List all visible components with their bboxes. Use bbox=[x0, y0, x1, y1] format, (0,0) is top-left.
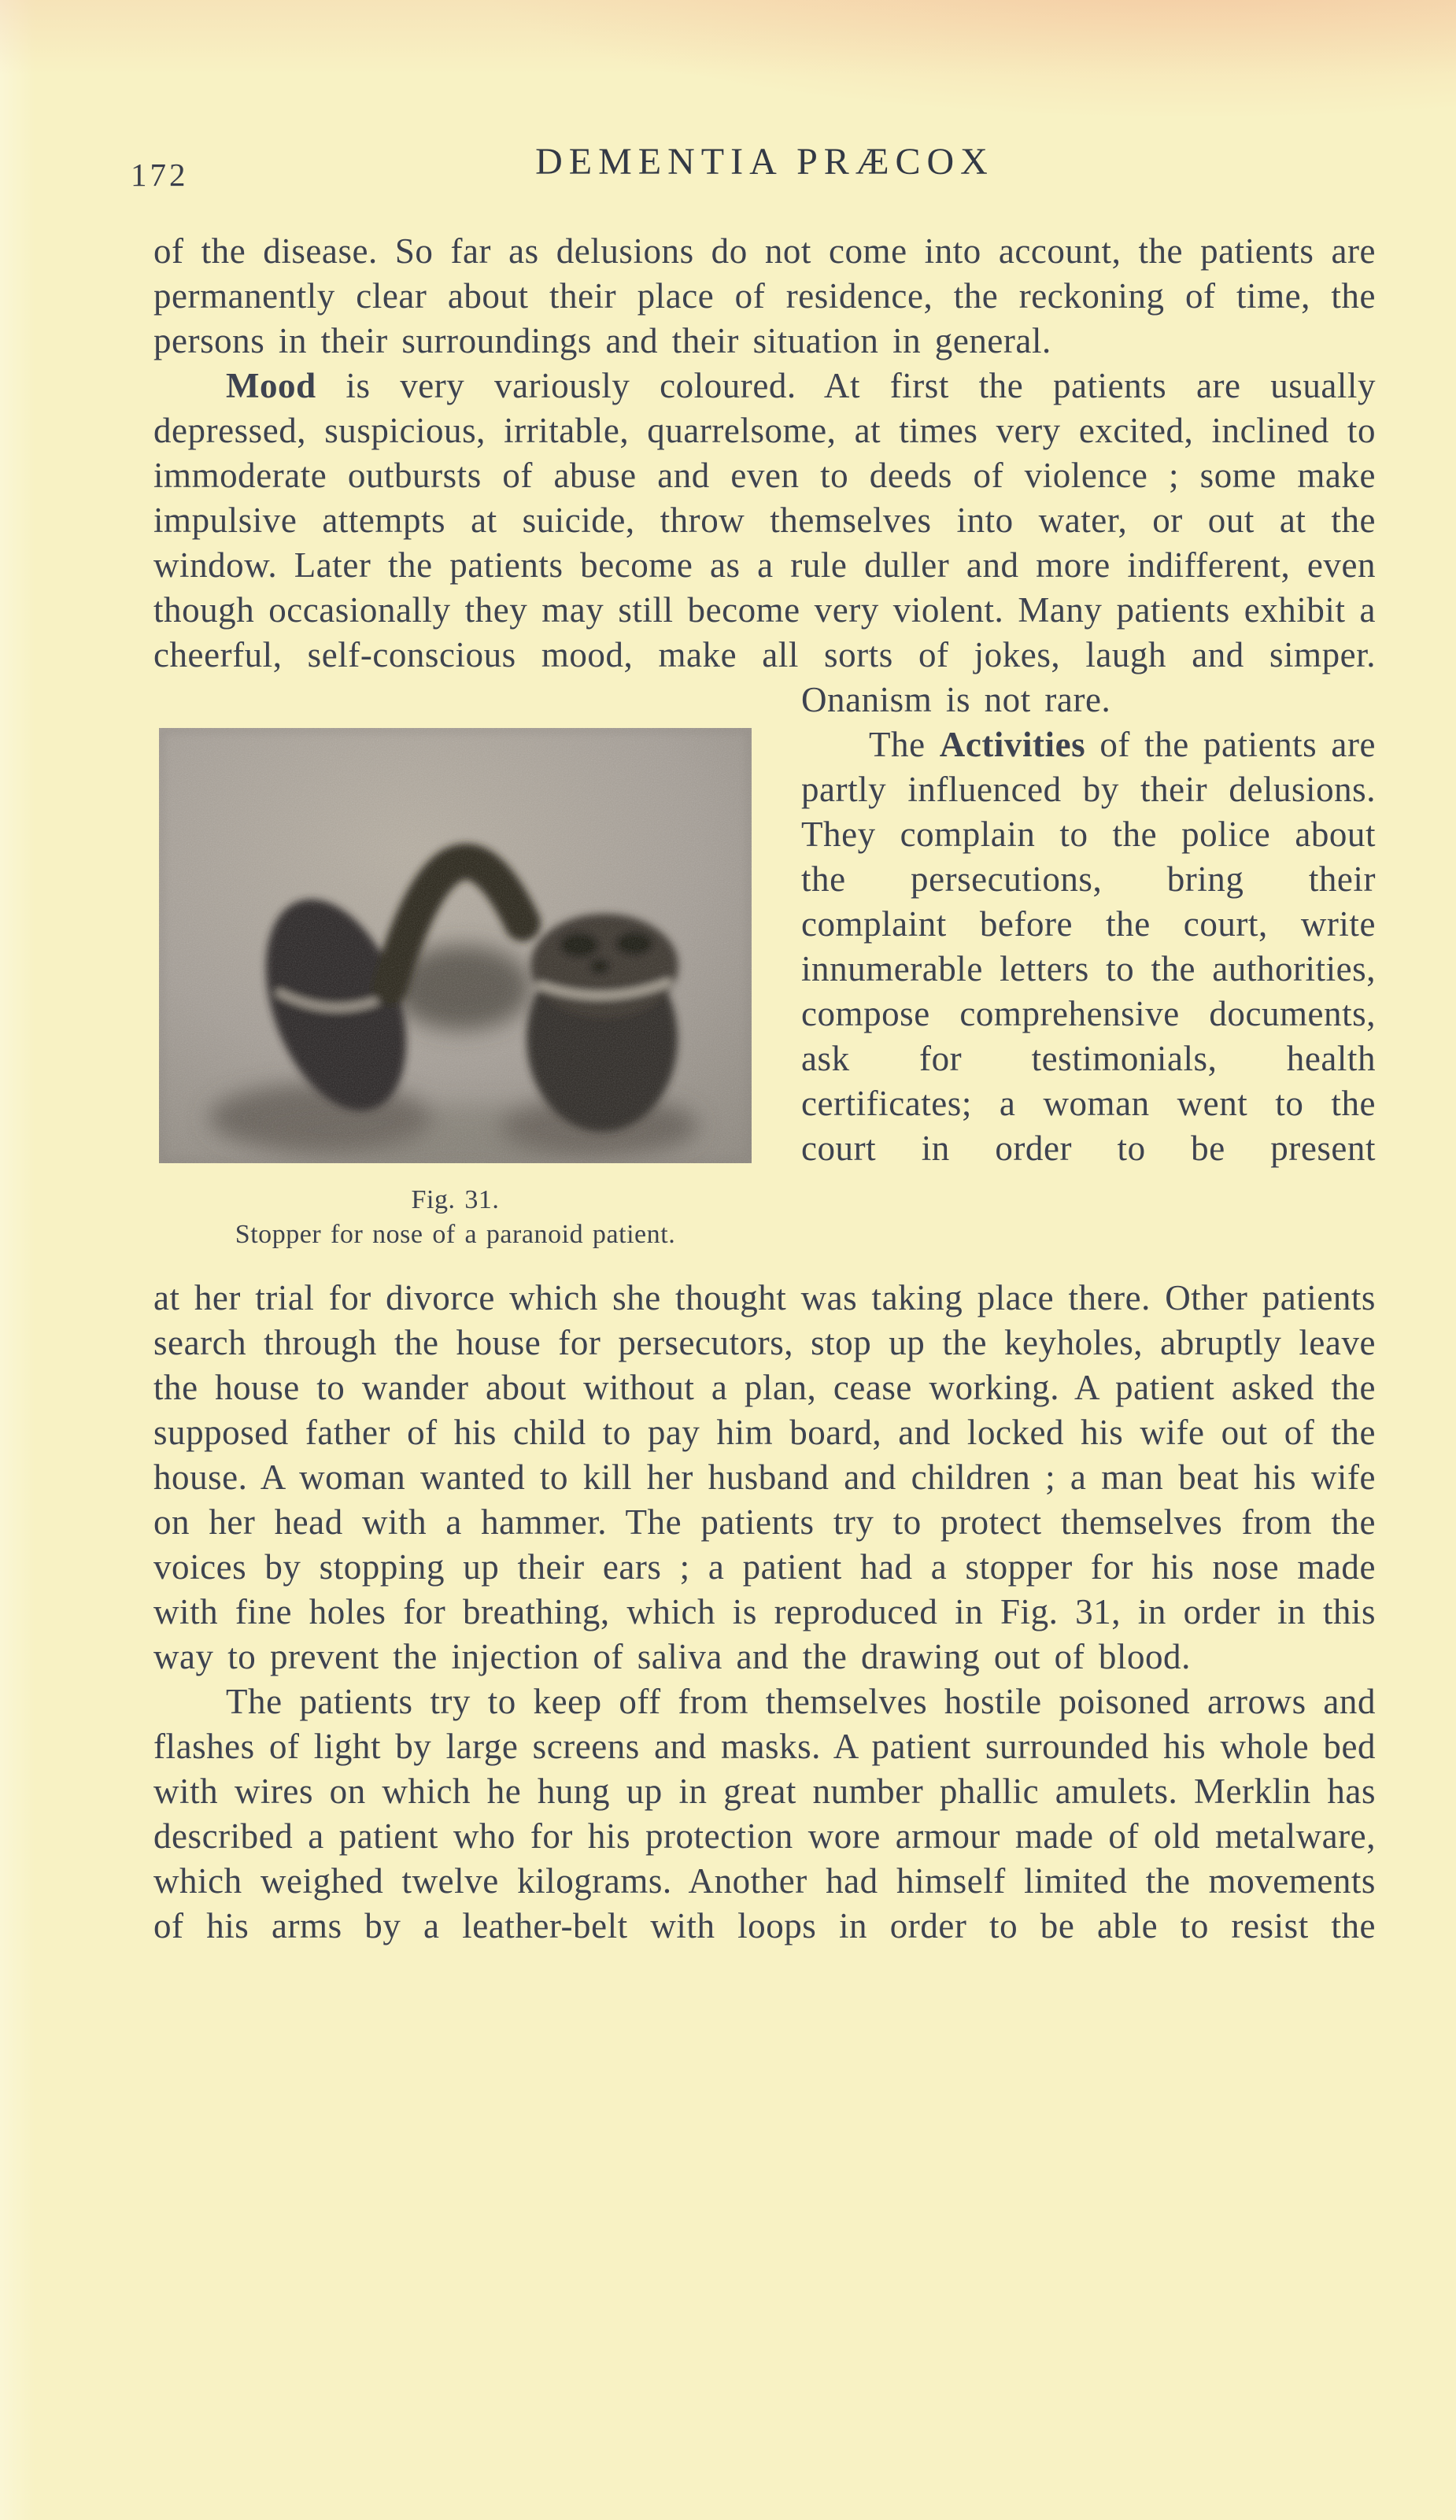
activities-term: Activities bbox=[939, 725, 1086, 764]
para-onanism: Onanism is not rare. bbox=[801, 680, 1111, 719]
figure-wrap-section bbox=[153, 678, 1376, 1276]
para-activities-text: of the patients are partly influenced by their delusions. They complain to the police about the persecutions, bring their complaint before the court, write innumerable letters to the authorities, compose comprehensive documents, ask for testimonials, health certificates; a woman went to the court in order to be present bbox=[801, 725, 1376, 1168]
figure-caption-number: Fig. 31. bbox=[411, 1185, 500, 1214]
photo-grain bbox=[159, 728, 752, 1163]
para-activities-pre: The bbox=[869, 725, 940, 764]
figure-side-column bbox=[801, 678, 1376, 1171]
para-activities bbox=[801, 722, 1376, 1171]
para-mood-text: is very variously coloured. At first the patients are usually depressed, suspicious, irritable, quarrelsome, at times very excited, inclined to immoderate outbursts of abuse and even to deeds of violence ; some make impulsive attempts at suicide, throw themselves into water, or out at the window. Later the patients become as a rule duller and more indifferent, even though occasionally they may still become very violent. Many patients exhibit a cheerful, self-conscious mood, make all sorts of jokes, laugh and simper. bbox=[153, 366, 1376, 674]
para-mood bbox=[153, 364, 1376, 678]
para-protection: The patients try to keep off from themselves hostile poisoned arrows and flashes of light by large screens and masks. A patient surrounded his whole bed with wires on which he hung up in great number phallic amulets. Merklin has described a patient who for his protection wore armour made of old metalware, which weighed twelve kilograms. Another had himself limited the movements of his arms by a leather-belt with loops in order to be able to resist the bbox=[153, 1682, 1376, 1945]
figure-31 bbox=[159, 728, 752, 1253]
page-number: 172 bbox=[131, 157, 189, 193]
para-activities-continued: at her trial for divorce which she thought was taking place there. Other patients search through the house for persecutors, stop up the keyholes, abruptly leave the house to wander about without a plan, cease working. A patient asked the supposed father of his child to pay him board, and locked his wife out of the house. A woman wanted to kill her husband and children ; a man beat his wife on her head with a hammer. The patients try to protect themselves from the voices by stopping up their ears ; a patient had a stopper for his nose made with fine holes for breathing, which is reproduced in Fig. 31, in order in this way to prevent the injection of saliva and the drawing out of blood. bbox=[153, 1278, 1376, 1676]
para-intro: of the disease. So far as delusions do not come into account, the patients are permanently clear about their place of residence, the reckoning of time, the persons in their surroundings and their situation in general. bbox=[153, 231, 1376, 360]
running-header: DEMENTIA PRÆCOX bbox=[535, 141, 994, 183]
body-text bbox=[153, 229, 1376, 1949]
stopper-photograph bbox=[159, 728, 752, 1163]
figure-caption-text: Stopper for nose of a paranoid patient. bbox=[235, 1220, 676, 1249]
mood-term: Mood bbox=[226, 366, 316, 405]
